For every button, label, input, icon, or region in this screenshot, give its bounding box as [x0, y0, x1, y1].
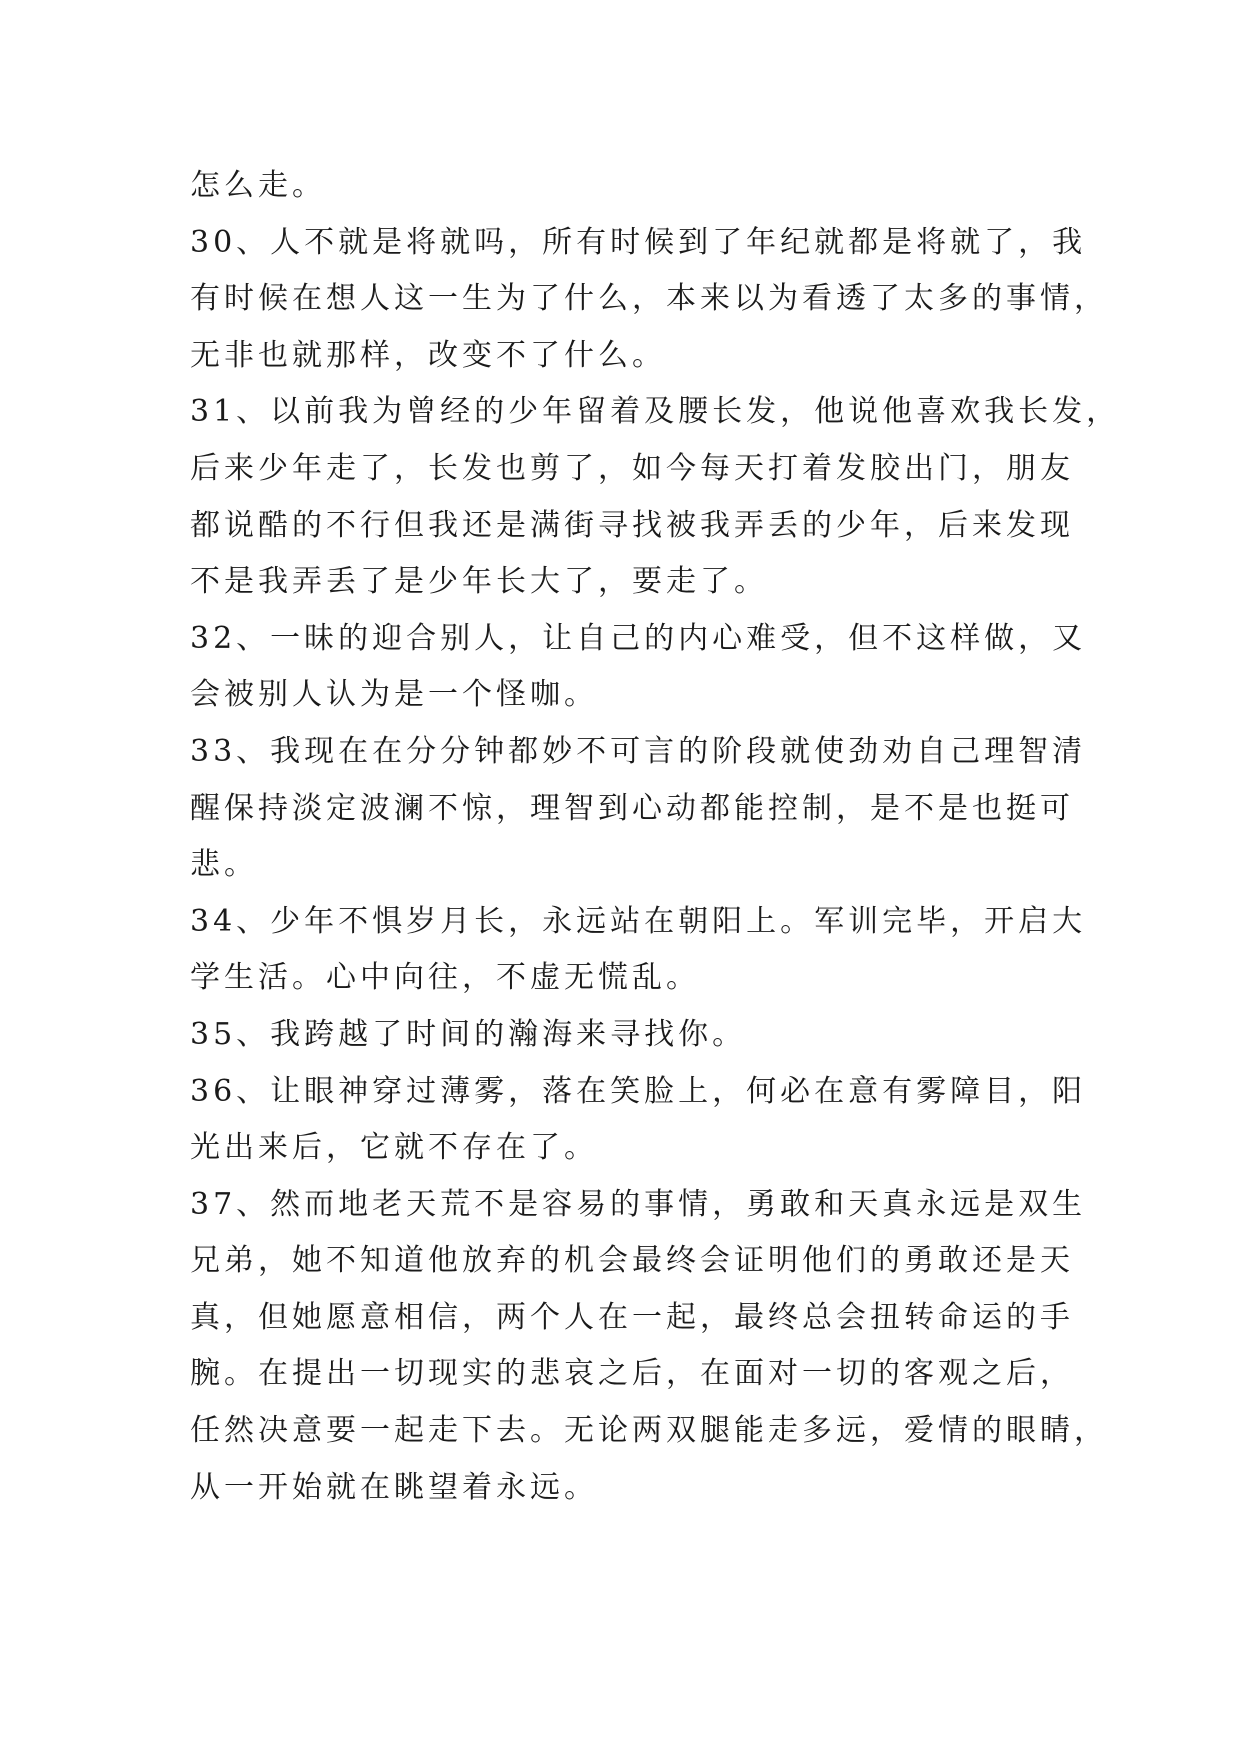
text-line: 无非也就那样，改变不了什么。 — [190, 337, 666, 373]
text-line: 任然决意要一起走下去。无论两双腿能走多远，爱情的眼睛， — [190, 1413, 1108, 1449]
text-line: 不是我弄丢了是少年长大了，要走了。 — [190, 564, 768, 600]
text-line: 兄弟，她不知道他放弃的机会最终会证明他们的勇敢还是天 — [190, 1243, 1074, 1279]
text-line: 醒保持淡定波澜不惊，理智到心动都能控制，是不是也挺可 — [190, 790, 1074, 826]
text-line: 都说酷的不行但我还是满街寻找被我弄丢的少年，后来发现 — [190, 507, 1074, 543]
text-line: 会被别人认为是一个怪咖。 — [190, 677, 598, 713]
text-line: 36、让眼神穿过薄雾，落在笑脸上，何必在意有雾障目，阳 — [190, 1073, 1087, 1109]
text-line: 30、人不就是将就吗，所有时候到了年纪就都是将就了，我 — [190, 224, 1087, 260]
text-line: 真，但她愿意相信，两个人在一起，最终总会扭转命运的手 — [190, 1299, 1074, 1335]
text-line: 33、我现在在分分钟都妙不可言的阶段就使劲劝自己理智清 — [190, 733, 1087, 769]
text-line: 学生活。心中向往，不虚无慌乱。 — [190, 960, 700, 996]
text-line: 31、以前我为曾经的少年留着及腰长发，他说他喜欢我长发， — [190, 394, 1121, 430]
text-line: 从一开始就在眺望着永远。 — [190, 1469, 598, 1505]
text-line: 腕。在提出一切现实的悲哀之后，在面对一切的客观之后， — [190, 1356, 1074, 1392]
text-line: 37、然而地老天荒不是容易的事情，勇敢和天真永远是双生 — [190, 1186, 1087, 1222]
text-line: 悲。 — [190, 847, 258, 883]
document-body — [190, 158, 1121, 1516]
text-line: 34、少年不惧岁月长，永远站在朝阳上。军训完毕，开启大 — [190, 903, 1087, 939]
text-line: 35、我跨越了时间的瀚海来寻找你。 — [190, 1016, 747, 1052]
text-line: 有时候在想人这一生为了什么，本来以为看透了太多的事情， — [190, 281, 1108, 317]
text-line: 32、一昧的迎合别人，让自己的内心难受，但不这样做，又 — [190, 620, 1087, 656]
text-line: 光出来后，它就不存在了。 — [190, 1130, 598, 1166]
text-line: 怎么走。 — [190, 168, 326, 203]
text-line: 后来少年走了，长发也剪了，如今每天打着发胶出门，朋友 — [190, 450, 1074, 486]
